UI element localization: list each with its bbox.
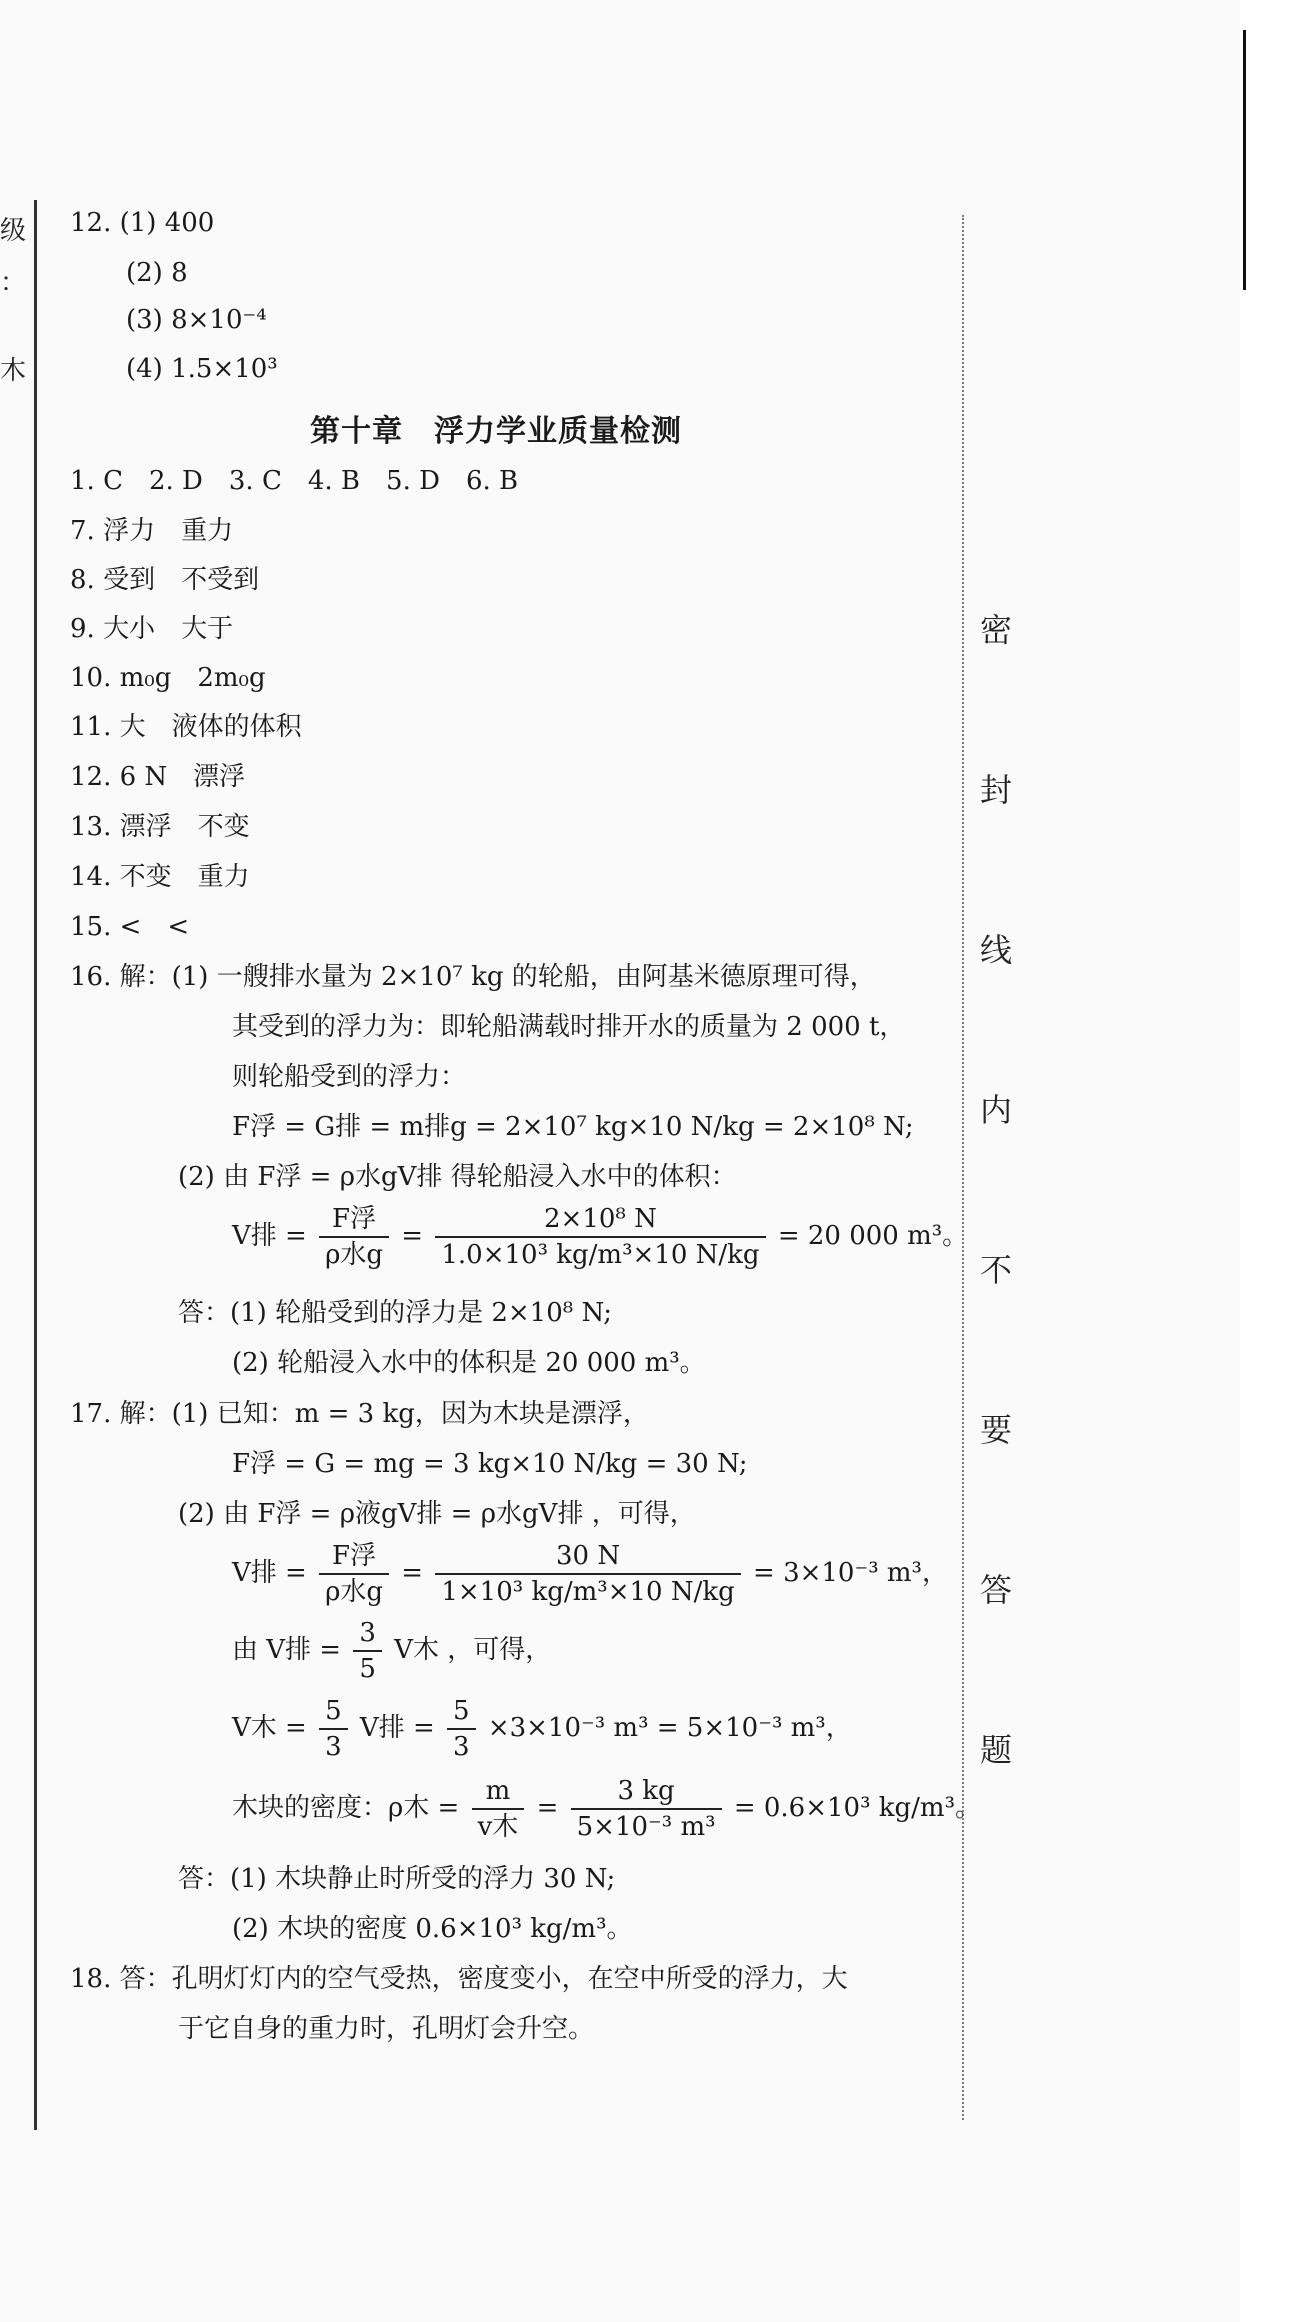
equation-text: V排 = <box>232 1558 307 1588</box>
solution-line: 17. 解：(1) 已知：m = 3 kg，因为木块是漂浮， <box>70 1399 649 1429</box>
fraction <box>571 1776 722 1842</box>
fraction-equation <box>232 1776 981 1848</box>
answer-line: 1. C 2. D 3. C 4. B 5. D 6. B <box>70 466 519 496</box>
equation-text: = <box>536 1793 559 1823</box>
seal-char: 不 <box>980 1251 1013 1289</box>
denominator: 1.0×10³ kg/m³×10 N/kg <box>441 1240 760 1270</box>
seal-char: 题 <box>980 1731 1013 1769</box>
answer-line: 12. 6 N 漂浮 <box>70 762 246 792</box>
equation-text: = 0.6×10³ kg/m³。 <box>733 1793 982 1823</box>
numerator: 3 <box>353 1618 382 1652</box>
fraction <box>319 1541 389 1607</box>
fraction <box>472 1776 525 1842</box>
numerator: F浮 <box>319 1204 389 1238</box>
numerator: 5 <box>319 1696 348 1730</box>
margin-cut-text: ： <box>0 268 27 298</box>
seal-char: 内 <box>980 1091 1013 1129</box>
solution-line: (2) 由 F浮 = ρ液gV排 = ρ水gV排 ，可得， <box>178 1499 696 1529</box>
equation-text: V排 = <box>359 1713 435 1743</box>
page-edge <box>1240 0 1299 2322</box>
solution-line: 16. 解：(1) 一艘排水量为 2×10⁷ kg 的轮船，由阿基米德原理可得， <box>70 962 876 992</box>
denominator: 3 <box>453 1732 470 1762</box>
denominator: v木 <box>477 1812 519 1842</box>
fraction <box>319 1696 348 1762</box>
denominator: 5×10⁻³ m³ <box>576 1812 716 1842</box>
solution-line: (2) 由 F浮 = ρ水gV排 得轮船浸入水中的体积： <box>178 1162 737 1192</box>
answer-line: 9. 大小 大于 <box>70 614 234 644</box>
denominator: ρ水g <box>325 1577 384 1607</box>
answer-line: (3) 8×10⁻⁴ <box>126 305 267 335</box>
denominator: ρ水g <box>325 1240 384 1270</box>
binding-line <box>34 200 37 2130</box>
equation-text: = <box>401 1558 424 1588</box>
question-number: 12. <box>70 208 112 238</box>
margin-cut-text: 木 <box>0 356 27 386</box>
answer-line: 7. 浮力 重力 <box>70 516 234 546</box>
solution-answer: (2) 木块的密度 0.6×10³ kg/m³。 <box>232 1914 633 1944</box>
answer-line: 15. < < <box>70 912 190 942</box>
answer-line: 8. 受到 不受到 <box>70 565 260 595</box>
solution-answer: 答：(1) 木块静止时所受的浮力 30 N; <box>178 1864 616 1894</box>
equation-text: 由 V排 = <box>232 1635 342 1665</box>
equation-text: = <box>401 1221 424 1251</box>
solution-answer: 答：(1) 轮船受到的浮力是 2×10⁸ N; <box>178 1298 613 1328</box>
numerator: 5 <box>447 1696 476 1730</box>
fraction-equation <box>232 1696 852 1768</box>
answer-line <box>70 206 214 240</box>
numerator: F浮 <box>319 1541 389 1575</box>
answer-line: (2) 8 <box>126 258 188 288</box>
fraction-equation <box>232 1541 948 1613</box>
fraction <box>435 1204 765 1270</box>
solution-line: 其受到的浮力为：即轮船满载时排开水的质量为 2 000 t， <box>232 1012 906 1042</box>
numerator: 2×10⁸ N <box>435 1204 765 1238</box>
fraction <box>447 1696 476 1762</box>
margin-cut-text: 级 <box>0 216 27 246</box>
fraction-equation <box>232 1618 551 1690</box>
seal-char: 线 <box>980 931 1013 969</box>
equation-text: ×3×10⁻³ m³ = 5×10⁻³ m³， <box>487 1713 852 1743</box>
answer-line: 13. 漂浮 不变 <box>70 812 250 842</box>
answer-line: (4) 1.5×10³ <box>126 354 278 384</box>
answer-text: (1) 400 <box>119 208 215 238</box>
seal-char: 要 <box>980 1411 1013 1449</box>
equation-text: V木 ，可得， <box>394 1635 552 1665</box>
numerator: 30 N <box>435 1541 740 1575</box>
equation-text: = 20 000 m³。 <box>777 1221 969 1251</box>
numerator: 3 kg <box>571 1776 722 1810</box>
answer-line: 11. 大 液体的体积 <box>70 712 302 742</box>
fraction <box>319 1204 389 1270</box>
scan-mark <box>1243 30 1246 290</box>
solution-line: 则轮船受到的浮力： <box>232 1062 467 1092</box>
fraction-equation <box>232 1204 968 1276</box>
equation-text: V木 = <box>232 1713 307 1743</box>
seal-char: 密 <box>980 611 1013 649</box>
fraction <box>435 1541 740 1607</box>
denominator: 3 <box>325 1732 342 1762</box>
equation-text: V排 = <box>232 1221 307 1251</box>
seal-char: 封 <box>980 771 1013 809</box>
denominator: 1×10³ kg/m³×10 N/kg <box>441 1577 735 1607</box>
equation-line: F浮 = G排 = m排g = 2×10⁷ kg×10 N/kg = 2×10⁸ N; <box>232 1112 914 1142</box>
equation-line: F浮 = G = mg = 3 kg×10 N/kg = 30 N; <box>232 1449 748 1479</box>
equation-text: = 3×10⁻³ m³， <box>753 1558 948 1588</box>
numerator: m <box>472 1776 525 1810</box>
fraction <box>353 1618 382 1684</box>
seal-char: 答 <box>980 1571 1013 1609</box>
denominator: 5 <box>359 1654 376 1684</box>
chapter-title: 第十章 浮力学业质量检测 <box>310 414 682 449</box>
answer-line: 14. 不变 重力 <box>70 862 250 892</box>
equation-text: 木块的密度：ρ木 = <box>232 1793 460 1823</box>
solution-answer: (2) 轮船浸入水中的体积是 20 000 m³。 <box>232 1348 706 1378</box>
answer-line: 10. m₀g 2m₀g <box>70 663 266 693</box>
solution-line: 18. 答：孔明灯灯内的空气受热，密度变小，在空中所受的浮力，大 <box>70 1964 848 1994</box>
solution-line: 于它自身的重力时，孔明灯会升空。 <box>178 2014 595 2044</box>
